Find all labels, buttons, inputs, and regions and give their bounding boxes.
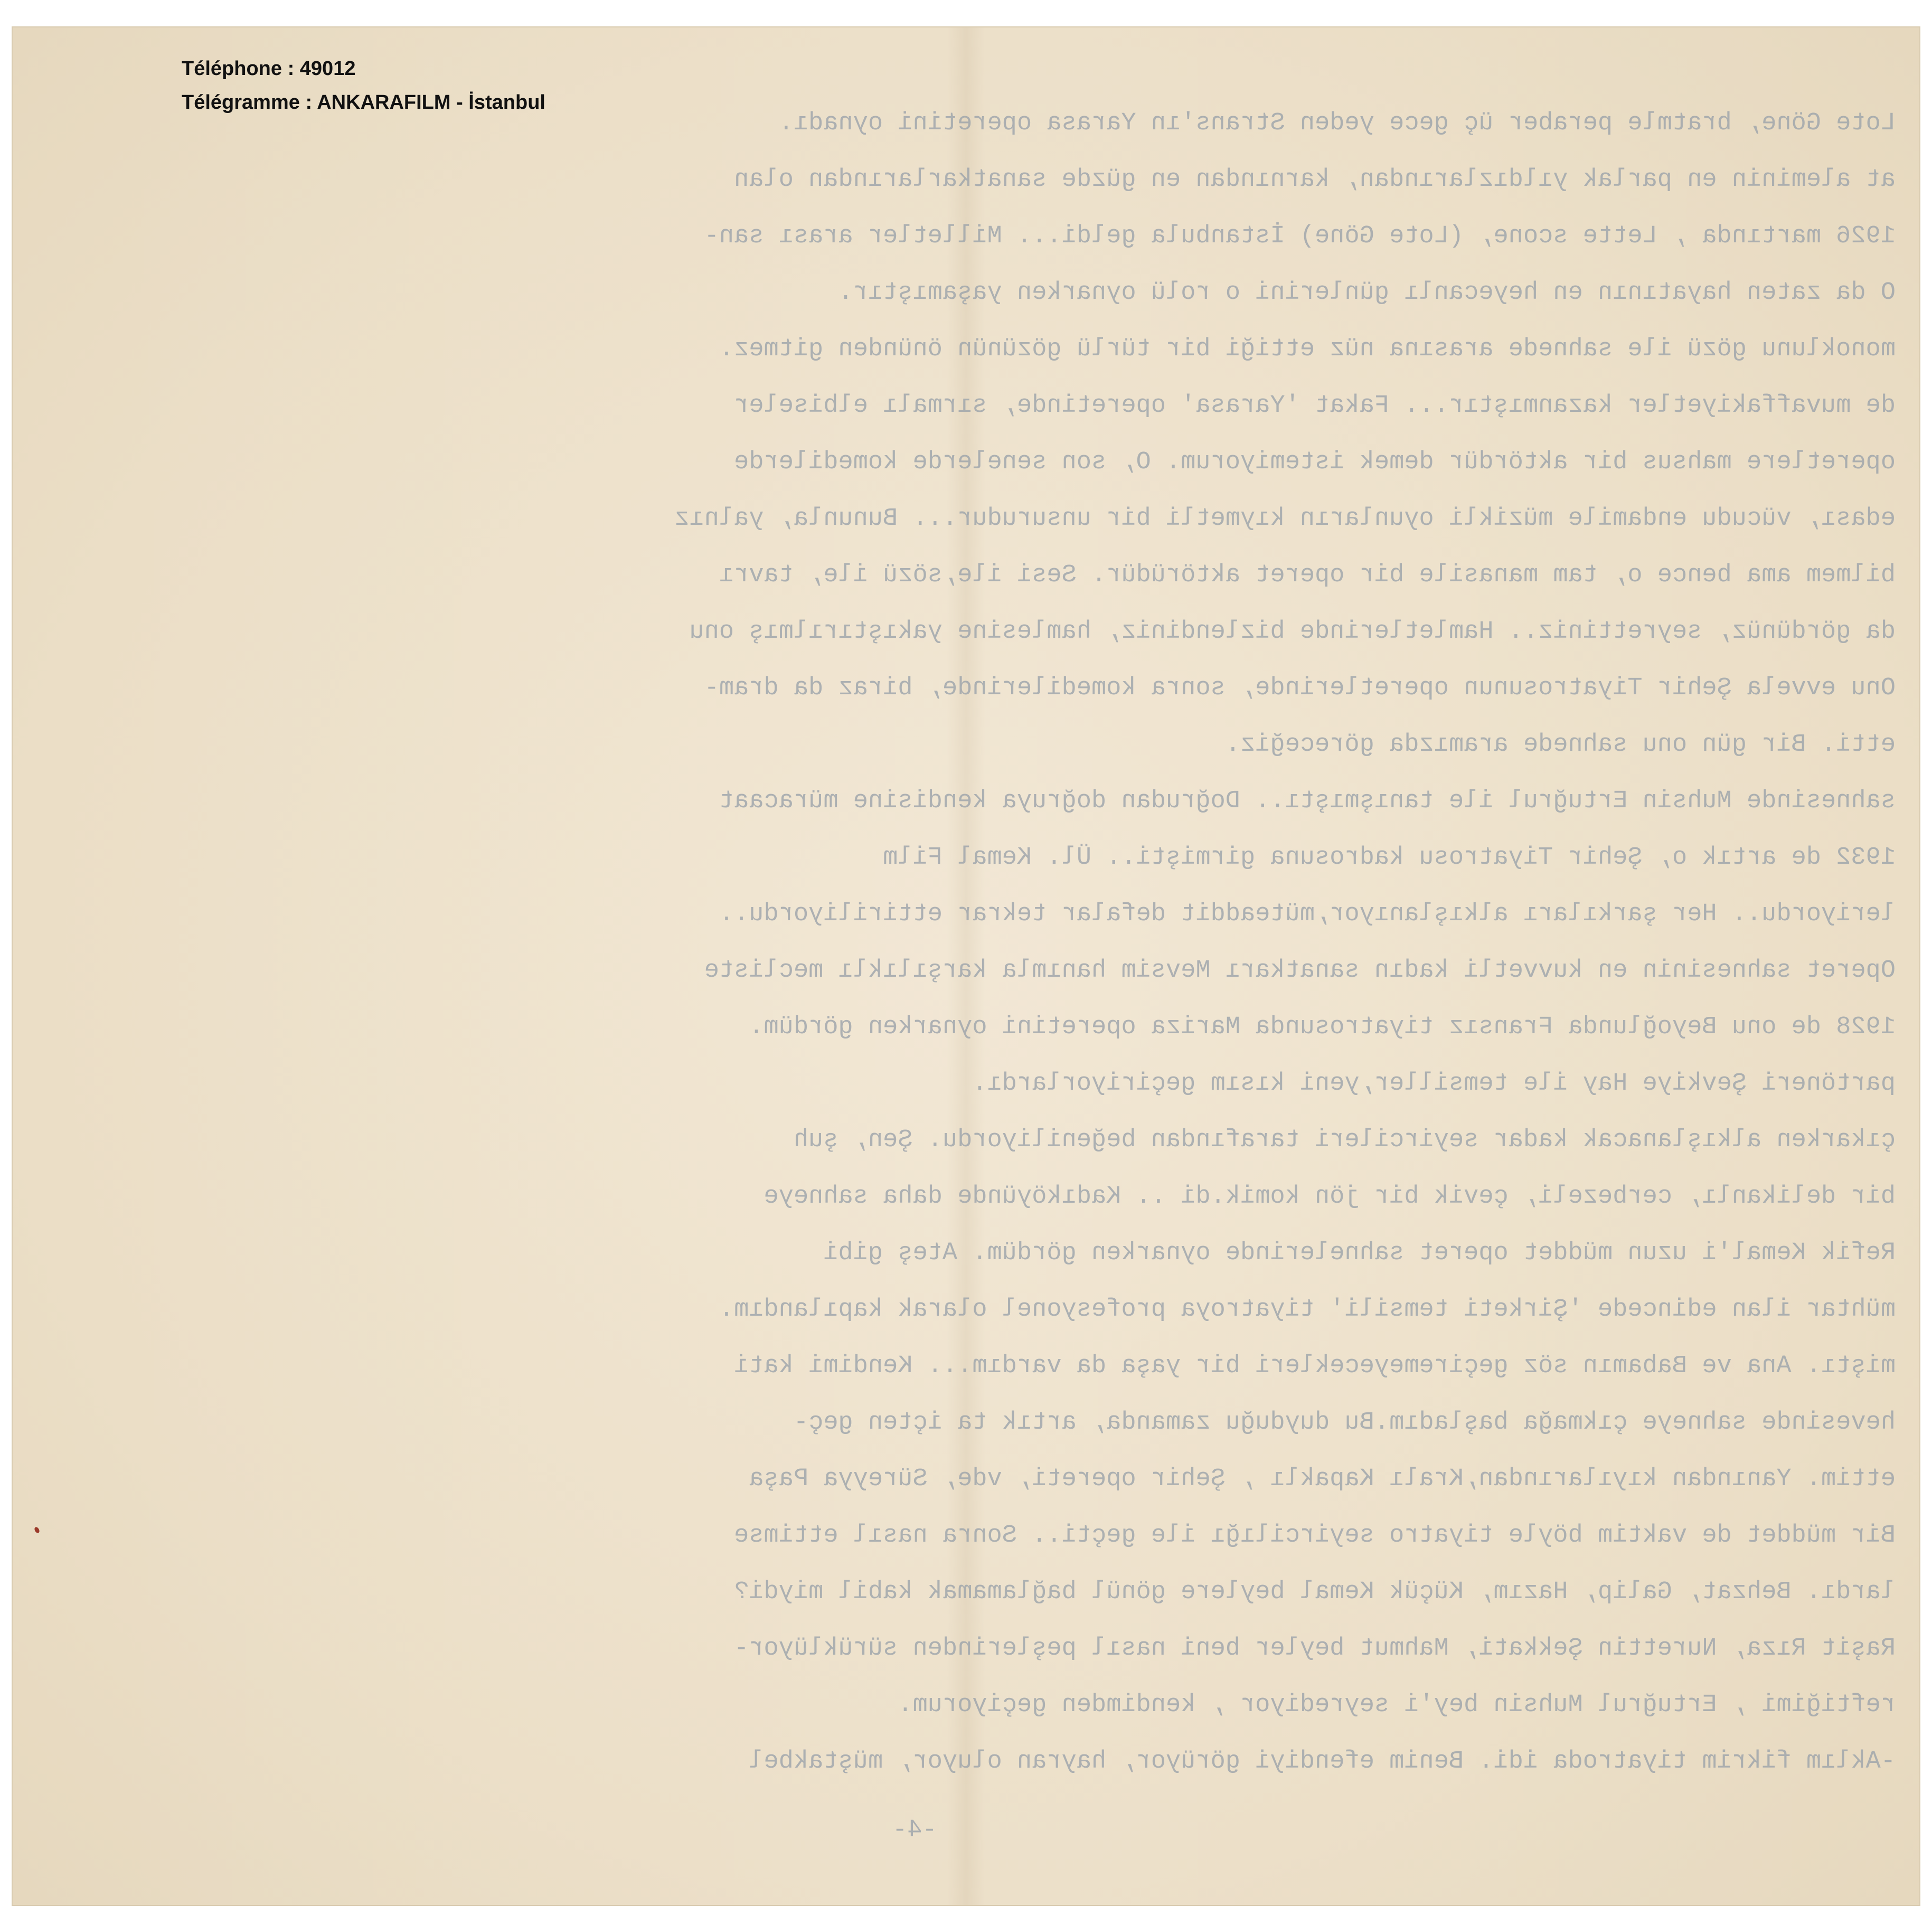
text-line: lardı. Behzat, Galip, Hazım, Küçük Kemal beylere gönül bağlamamak kabil miydi? [734,1578,1896,1606]
text-line: etti. Bir gün onu sahnede aramızda göreceğiz. [1225,731,1896,759]
telegram-line: Télégramme : ANKARAFILM - İstanbul [182,91,545,114]
text-line: operetlere mahsus bir aktördür demek istemiyorum. O, son senelerde komedilerde [734,448,1896,476]
text-line: Lote Göne, bratmle peraber üç gece yeden Strans'ın Yarasa operetini oynadı. [778,109,1896,137]
text-line: bilmem ama bence o, tam manasile bir operet aktörüdür. Sesi ile,sözü ile, tavrı [719,561,1896,589]
text-line: 1928 de onu Beyoğlunda Fransız tiyatrosunda Mariza operetini oynarken gördüm. [749,1013,1896,1041]
bleed-through-text [232,95,1896,1776]
text-line: Raşit Rıza, Nurettin Şekkati, Mahmut beyler beni nasıl peşlerinden sürüklüyor- [734,1635,1896,1663]
text-line: O da zaten hayatının en heyecanlı günlerini o rolü oynarken yaşamıştır. [838,279,1896,307]
text-line: de muvaffakiyetler kazanmıştır... Fakat 'Yarasa' operetinde, sırmalı elbiseler [734,392,1896,420]
page-number: -4- [892,1816,937,1844]
text-line: monoklunu gözü ile sahnede arasına nüz ettiği bir türlü gözünün önünden gitmez. [719,335,1896,363]
text-line: Refik Kemal'i uzun müddet operet sahnelerinde oynarken gördüm. Ateş gibi [823,1239,1896,1267]
text-line: 1932 de artık o, Şehir Tiyatrosu kadrosuna girmişti.. Ül. Kemal Film [883,844,1896,872]
text-line: at aleminin en parlak yıldızlarından, karnından en güzde sanatkarlarından olan [734,166,1896,194]
text-line: 1926 martında , Lette scone, (Lote Göne) İstanbula geldi... Milletler arası san- [704,222,1896,250]
ink-mark [34,1526,41,1534]
text-line: hevesinde sahneye çıkmağa başladım.Bu duyduğu zamanda, artık ta içten geç- [793,1409,1896,1437]
text-line: -Aklım fikrim tiyatroda idi. Benim efendiyi görüyor, hayran oluyor, müştakbel [749,1748,1896,1776]
text-line: sahnesinde Muhsin Ertuğrul ile tanışmıştı.. Doğrudan doğruya kendisine müracaat [719,787,1896,815]
text-line: mühtar ilan edincede 'Şirketi temsili' tiyatroya profesyonel olarak kapılandım. [719,1296,1896,1324]
text-line: partöneri Şevkiye Hay ile temsiller,yeni kısım geçiriyorlardı. [972,1070,1896,1098]
text-line: bir delikanlı, cerbezeli, çevik bir jön komik.di .. Kadıköyünde daha sahneye [764,1183,1896,1211]
text-line: Bir müddet de vaktim böyle tiyatro seyircilığı ile geçti.. Sonra nasıl ettimse [734,1522,1896,1550]
text-line: çıkarken alkışlanacak kadar seyircileri tarafından beğeniliyordu. Şen, şuh [793,1126,1896,1154]
text-line: reftiğimi , Ertuğrul Muhsin bey'i seyrediyor , kendimden geçiyorum. [898,1691,1896,1719]
text-line: Onu evvela Şehir Tiyatrosunun operetlerinde, sonra komedilerinde, biraz da dram- [704,674,1896,702]
text-line: Operet sahnesinin en kuvvetli kadın sanatkarı Mevsim hanımla karşılıklı mecliste [704,957,1896,985]
text-line: edası, vücudu endamile müzikli oyunların kıymetli bir unsurudur... Bununla, yalnız [674,505,1896,533]
text-line: ettim. Yanından kıyılarından,Kralı Kapaklı , Şehir opereti, vde, Süreyya Paşa [749,1465,1896,1493]
text-line: miştı. Ana ve Babamın söz geçiremeyecekleri bir yaşa da vardım... Kendimi kati [734,1352,1896,1380]
text-line: da gördünüz, seyrettiniz.. Hamletlerinde bizlendiniz, hamlesine yakıştırılmış onu [689,618,1896,646]
telephone-line: Téléphone : 49012 [182,58,356,80]
text-line: leriyordu.. Her şarkıları alkışlanıyor,müteaddit defalar tekrar ettiriliyordu.. [719,900,1896,928]
